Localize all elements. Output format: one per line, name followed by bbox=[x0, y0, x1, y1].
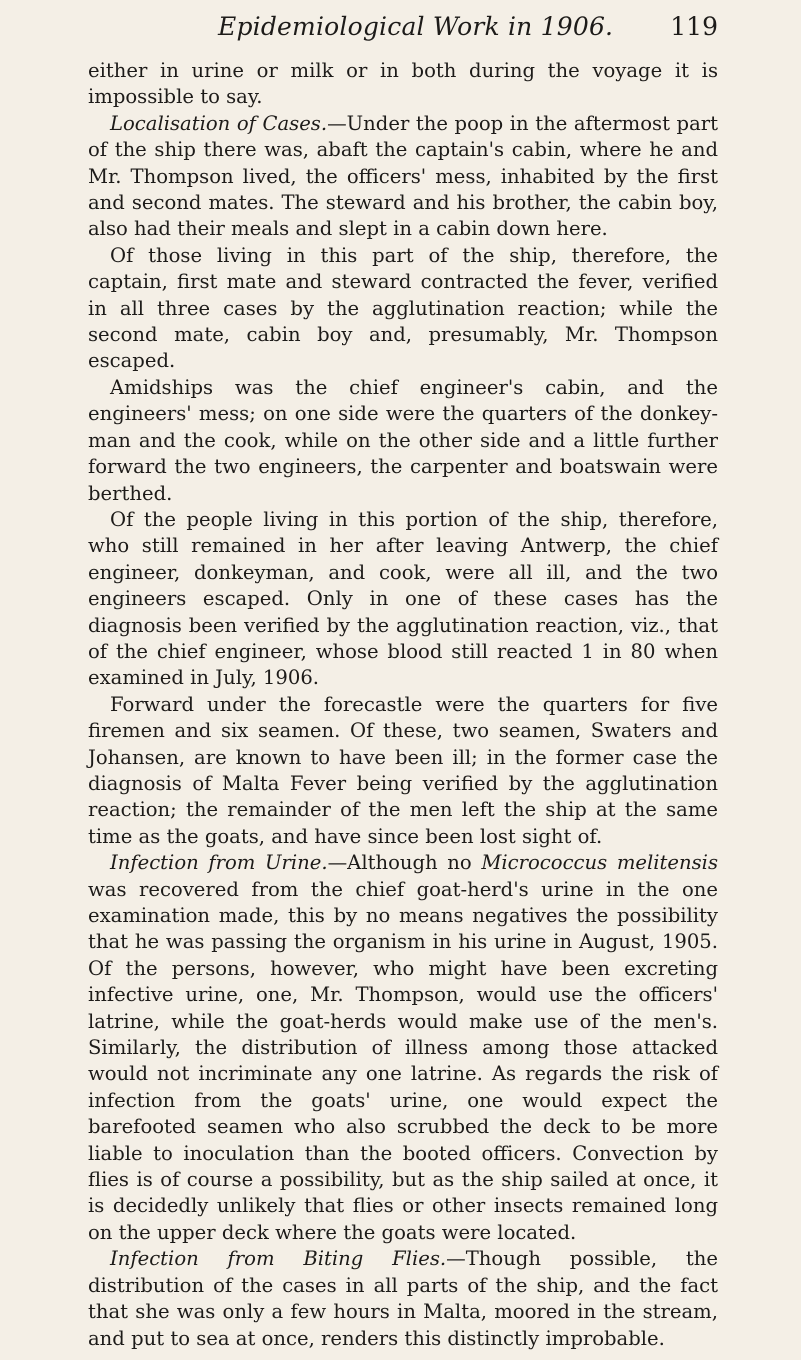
paragraph-text: either in urine or milk or in both during the voyage it is impossible to say. bbox=[88, 59, 718, 109]
paragraph-localisation-of-cases bbox=[88, 111, 718, 243]
paragraph-infection-from-biting-flies bbox=[88, 1246, 718, 1352]
section-heading: Localisation of Cases. bbox=[110, 111, 328, 135]
paragraph-text: was recovered from the chief goat-herd's urine in the one examination made, this by no means negatives the possibility that he was passing the organism in his urine in August, 1905. Of the persons, however, who might have been excreting infective urine, one, Mr. Thompson, would use the officers' latrine, while the goat-herds would make use of the men's. Similarly, the distribution of illness among those attacked would not incriminate any one latrine. As regards the risk of infection from the goats' urine, one would expect the barefooted seamen who also scrubbed the deck to be more liable to inoculation than the booted officers. Convection by flies is of course a possibility, but as the ship sailed at once, it is decidedly unlikely that flies or other insects remained long on the upper deck where the goats were located. bbox=[88, 877, 718, 1244]
paragraph-aft-quarters bbox=[88, 243, 718, 375]
paragraph-infection-from-urine bbox=[88, 850, 718, 1246]
paragraph-text: Of those living in this part of the ship, therefore, the captain, first mate and steward contracted the fever, verified in all three cases by the agglutination reaction; while the second mate, cabin boy and, presumably, Mr. Thompson escaped. bbox=[88, 243, 718, 373]
paragraph-amidships bbox=[88, 375, 718, 507]
body-text bbox=[88, 58, 718, 1352]
paragraph-text: Of the people living in this portion of the ship, therefore, who still remained in her after leaving Antwerp, the chief engineer, donkeyman, and cook, were all ill, and the two engineers escaped. Only in one of these cases has the diagnosis been verified by the agglutination reaction, viz., that of the chief engineer, whose blood still reacted 1 in 80 when examined in July, 1906. bbox=[88, 507, 718, 690]
paragraph-forecastle bbox=[88, 692, 718, 850]
paragraph-amidships-cases bbox=[88, 507, 718, 692]
paragraph-text: Forward under the forecastle were the quarters for five firemen and six seamen. Of these, two seamen, Swaters and Johansen, are known to have been ill; in the former case the diagnosis of Malta Fever being verified by the agglutination reaction; the remainder of the men left the ship at the same time as the goats, and have since been lost sight of. bbox=[88, 692, 718, 848]
running-title: Epidemiological Work in 1906. bbox=[218, 12, 614, 41]
section-heading: Infection from Urine. bbox=[110, 851, 328, 875]
paragraph-text: Amidships was the chief engineer's cabin, and the engineers' mess; on one side were the quarters of the donkey-man and the cook, while on the other side and a little further forward the two engineers, the carpenter and boatswain were berthed. bbox=[88, 375, 718, 505]
paragraph-text: —Though possible, the distribution of the cases in all parts of the ship, and the fact that she was only a few hours in Malta, moored in the stream, and put to sea at once, renders this distinctly improbable. bbox=[88, 1247, 719, 1350]
section-heading: Infection from Biting Flies. bbox=[110, 1247, 447, 1271]
species-name: Micrococcus melitensis bbox=[481, 851, 719, 875]
paragraph-continuation bbox=[88, 58, 718, 111]
paragraph-text: —Although no bbox=[327, 851, 482, 875]
paragraph-text: —Under the poop in the aftermost part of the ship there was, abaft the captain's cabin, where he and Mr. Thompson lived, the officers' mess, inhabited by the first and second mates. The steward and his brother, the cabin boy, also had their meals and slept in a cabin down here. bbox=[88, 111, 718, 241]
page-number: 119 bbox=[670, 12, 718, 41]
page-header bbox=[88, 12, 722, 52]
